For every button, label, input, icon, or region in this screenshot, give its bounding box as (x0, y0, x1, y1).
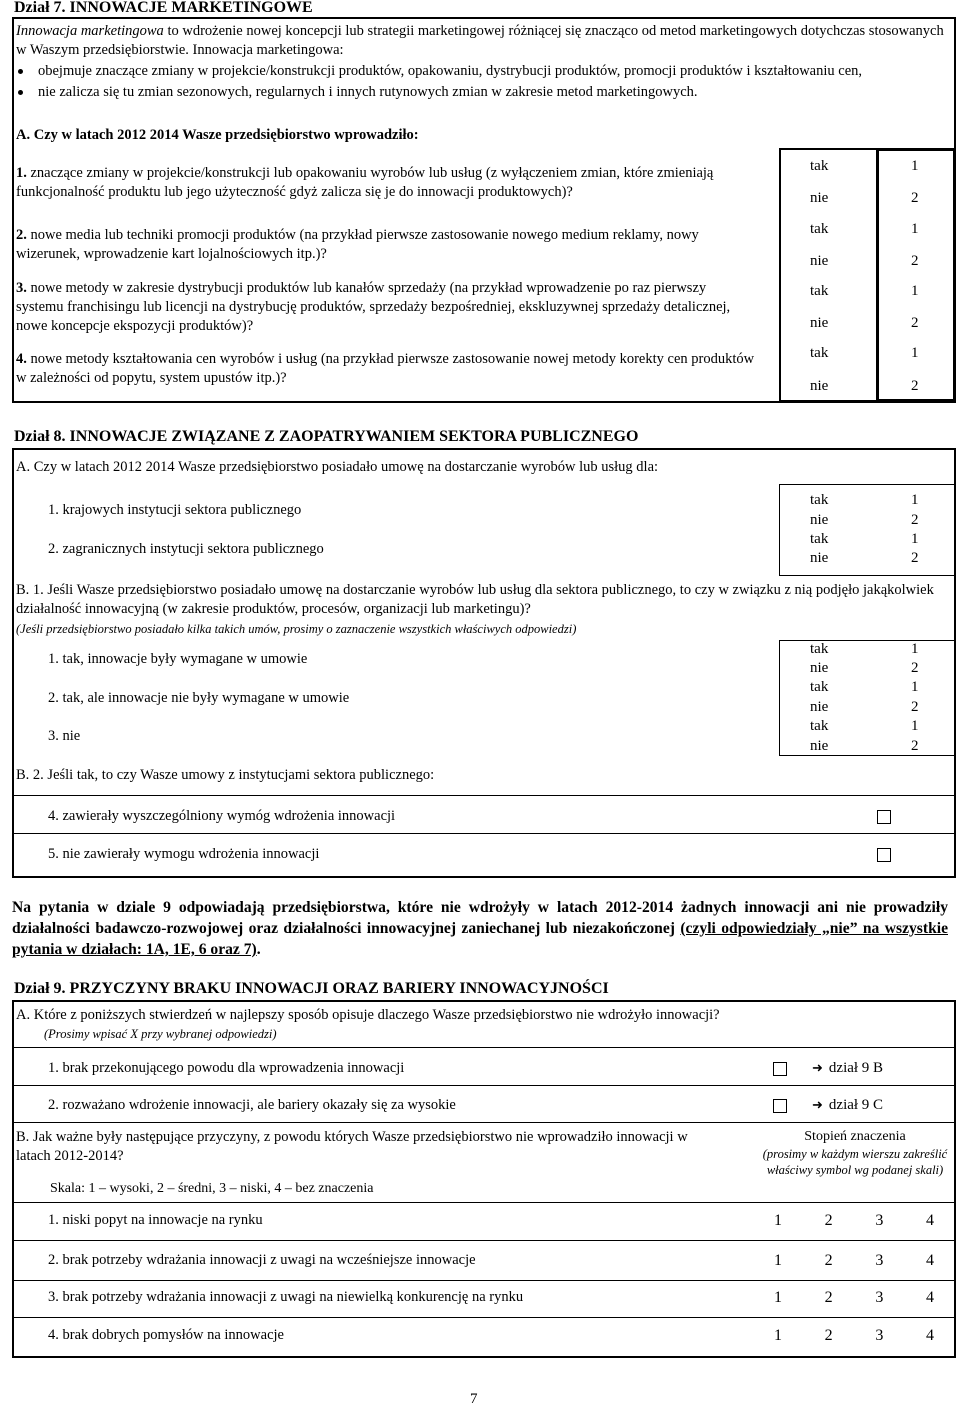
answer-tak[interactable]: tak (810, 531, 829, 547)
divider (12, 1317, 956, 1318)
divider (12, 1085, 956, 1086)
answer-code-2[interactable]: 2 (911, 378, 919, 394)
section-9-instruction (12, 897, 948, 960)
rating-scale (774, 1326, 934, 1347)
item-8b1-3: 3. nie (48, 728, 81, 744)
answer-code-1[interactable]: 1 (911, 345, 919, 361)
answer-tak[interactable]: tak (810, 221, 829, 237)
rating-2[interactable]: 2 (824, 1212, 833, 1229)
rating-4[interactable]: 4 (925, 1212, 934, 1229)
item-number: 2. (16, 227, 27, 243)
answer-nie[interactable]: nie (810, 378, 829, 394)
answer-code-1[interactable]: 1 (911, 679, 919, 695)
answer-code-2[interactable]: 2 (911, 512, 919, 528)
answer-code-2[interactable]: 2 (911, 190, 919, 206)
item-8a-2: 2. zagranicznych instytucji sektora publicznego (48, 541, 324, 557)
degree-note: (prosimy w każdym wierszu zakreślić właściwy symbol wg podanej skali) (762, 1147, 948, 1178)
item-9a-1: 1. brak przekonującego powodu dla wprowadzenia innowacji (48, 1060, 405, 1076)
rating-3[interactable]: 3 (875, 1289, 884, 1306)
rating-scale (774, 1251, 934, 1272)
definition-term: Innowacja marketingowa (16, 23, 164, 39)
answer-code-1[interactable]: 1 (911, 283, 919, 299)
question-8b1: B. 1. Jeśli Wasze przedsiębiorstwo posiadało umowę na dostarczanie wyrobów lub usług dla sektora publicznego, to czy w związku z nią podjęło jakąkolwiek działalność innowacyjną (w zakresie produktów, procesów, organizacji lub marketingu)? (16, 582, 934, 617)
goto-label: dział 9 B (828, 1060, 884, 1076)
item-8b2-4: 4. zawierały wyszczególniony wymóg wdrożenia innowacji (48, 808, 396, 824)
divider (12, 795, 956, 796)
instruction-text: Na pytania w dziale 9 odpowiadają przedsiębiorstwa, które nie wdrożyły w latach 2012-2014 żadnych innowacji ani nie prowadziły działalności badawczo-rozwojowej oraz działalności innowacyjnej zaniechanej lub niezakończonej (12, 899, 948, 938)
question-8b2: B. 2. Jeśli tak, to czy Wasze umowy z instytucjami sektora publicznego: (16, 767, 435, 783)
answer-tak[interactable]: tak (810, 718, 829, 734)
item-7-4 (16, 350, 756, 388)
answer-nie[interactable]: nie (810, 253, 829, 269)
answer-nie[interactable]: nie (810, 550, 829, 566)
item-9b-2: 2. brak potrzeby wdrażania innowacji z uwagi na wcześniejsze innowacje (48, 1252, 476, 1268)
rating-3[interactable]: 3 (875, 1252, 884, 1269)
rating-4[interactable]: 4 (925, 1252, 934, 1269)
rating-3[interactable]: 3 (875, 1327, 884, 1344)
answer-code-1[interactable]: 1 (911, 718, 919, 734)
answer-nie[interactable]: nie (810, 660, 829, 676)
divider (12, 833, 956, 834)
rating-1[interactable]: 1 (774, 1289, 782, 1306)
item-9b-4: 4. brak dobrych pomysłów na innowacje (48, 1327, 284, 1343)
rating-1[interactable]: 1 (774, 1252, 782, 1269)
answer-code-2[interactable]: 2 (911, 738, 919, 754)
answer-box-8a (779, 484, 956, 576)
item-7-3 (16, 279, 756, 336)
question-8a: A. Czy w latach 2012 2014 Wasze przedsiębiorstwo posiadało umowę na dostarczanie wyrobów lub usług dla: (16, 459, 659, 475)
checkbox[interactable] (773, 1099, 787, 1113)
answer-code-1[interactable]: 1 (911, 492, 919, 508)
answer-nie[interactable]: nie (810, 315, 829, 331)
item-number: 4. (16, 351, 27, 367)
answer-box-8b1 (779, 640, 956, 756)
answer-column-7 (876, 148, 956, 402)
question-8b1-note: (Jeśli przedsiębiorstwo posiadało kilka takich umów, prosimy o zaznaczenie wszystkich właściwych odpowiedzi) (16, 622, 577, 636)
section-8-title: Dział 8. INNOWACJE ZWIĄZANE Z ZAOPATRYWANIEM SEKTORA PUBLICZNEGO (14, 428, 639, 445)
item-9b-3: 3. brak potrzeby wdrażania innowacji z uwagi na niewielką konkurencję na rynku (48, 1289, 524, 1305)
checkbox[interactable] (877, 848, 891, 862)
answer-nie[interactable]: nie (810, 190, 829, 206)
rating-2[interactable]: 2 (824, 1289, 833, 1306)
question-9b: B. Jak ważne były następujące przyczyny, z powodu których Wasze przedsiębiorstwo nie wprowadziło innowacji w latach 2012-2014? (16, 1129, 688, 1164)
item-8b1-2: 2. tak, ale innowacje nie były wymagane w umowie (48, 690, 350, 706)
answer-tak[interactable]: tak (810, 345, 829, 361)
rating-scale (774, 1288, 934, 1309)
answer-code-1[interactable]: 1 (911, 158, 919, 174)
checkbox[interactable] (877, 810, 891, 824)
arrow-right-icon: ➜ (812, 1060, 823, 1075)
goto-9c (812, 1096, 883, 1116)
item-8b2-5: 5. nie zawierały wymogu wdrożenia innowacji (48, 846, 320, 862)
answer-code-2[interactable]: 2 (911, 315, 919, 331)
rating-1[interactable]: 1 (774, 1327, 782, 1344)
rating-2[interactable]: 2 (824, 1252, 833, 1269)
divider (12, 1280, 956, 1281)
answer-nie[interactable]: nie (810, 512, 829, 528)
answer-tak[interactable]: tak (810, 492, 829, 508)
bullet-item: nie zalicza się tu zmian sezonowych, regularnych i innych rutynowych zmian w zakresie metod marketingowych. (14, 83, 950, 102)
item-8a-1: 1. krajowych instytucji sektora publicznego (48, 502, 302, 518)
answer-nie[interactable]: nie (810, 738, 829, 754)
item-7-1 (16, 164, 756, 202)
instruction-underlined: (czyli odpowiedziały „nie” na wszystkie pytania w działach: 1A, 1E, 6 oraz 7) (12, 920, 948, 959)
degree-title: Stopień znaczenia (804, 1129, 906, 1144)
instruction-end: . (256, 941, 261, 959)
item-text: nowe metody kształtowania cen wyrobów i usług (na przykład pierwsze zastosowanie nowej metody korekty cen produktów w zależności od popytu, system upustów itp.)? (16, 351, 755, 386)
item-number: 3. (16, 280, 27, 296)
answer-tak[interactable]: tak (810, 679, 829, 695)
rating-3[interactable]: 3 (875, 1212, 884, 1229)
goto-9b (812, 1059, 883, 1079)
answer-code-1[interactable]: 1 (911, 641, 919, 657)
answer-code-1[interactable]: 1 (911, 221, 919, 237)
divider (12, 1122, 956, 1123)
answer-nie[interactable]: nie (810, 699, 829, 715)
bullet-item: obejmuje znaczące zmiany w projekcie/konstrukcji produktów, opakowaniu, dystrybucji produktów, promocji produktów i kształtowaniu cen, (14, 62, 950, 81)
marketing-definition (16, 22, 950, 60)
question-7a: A. Czy w latach 2012 2014 Wasze przedsiębiorstwo wprowadziło: (16, 127, 419, 143)
answer-box-7 (779, 148, 879, 402)
divider (12, 1047, 956, 1048)
rating-1[interactable]: 1 (774, 1212, 782, 1229)
answer-tak[interactable]: tak (810, 641, 829, 657)
answer-code-1[interactable]: 1 (911, 531, 919, 547)
item-8b1-1: 1. tak, innowacje były wymagane w umowie (48, 651, 308, 667)
item-7-2 (16, 226, 756, 264)
item-text: nowe metody w zakresie dystrybucji produktów lub kanałów sprzedaży (na przykład wprowadzenie po raz pierwszy systemu franchisingu lub licencji na dystrybucję produktów, sprzedaży bezpośredniej, ekskluzywnej sprzedaży detalicznej, nowe koncepcje ekspozycji produktów)? (16, 280, 731, 334)
answer-tak[interactable]: tak (810, 283, 829, 299)
scale-legend: Skala: 1 – wysoki, 2 – średni, 3 – niski, 4 – bez znaczenia (50, 1181, 374, 1196)
rating-4[interactable]: 4 (925, 1327, 934, 1344)
answer-code-2[interactable]: 2 (911, 660, 919, 676)
divider (12, 1202, 956, 1203)
answer-code-2[interactable]: 2 (911, 699, 919, 715)
section-9-title: Dział 9. PRZYCZYNY BRAKU INNOWACJI ORAZ BARIERY INNOWACYJNOŚCI (14, 980, 609, 997)
checkbox[interactable] (773, 1062, 787, 1076)
goto-label: dział 9 C (828, 1097, 884, 1113)
question-9a-note: (Prosimy wpisać X przy wybranej odpowiedzi) (44, 1027, 277, 1041)
section-7-title: Dział 7. INNOWACJE MARKETINGOWE (14, 0, 313, 16)
item-text: nowe media lub techniki promocji produktów (na przykład pierwsze zastosowanie nowego medium reklamy, nowy wizerunek, wprowadzenie kart lojalnościowych itp.)? (16, 227, 699, 262)
item-9b-1: 1. niski popyt na innowacje na rynku (48, 1212, 263, 1228)
rating-2[interactable]: 2 (824, 1327, 833, 1344)
arrow-right-icon: ➜ (812, 1097, 823, 1112)
rating-4[interactable]: 4 (925, 1289, 934, 1306)
item-9a-2: 2. rozważano wdrożenie innowacji, ale bariery okazały się za wysokie (48, 1097, 456, 1113)
definition-text: to wdrożenie nowej koncepcji lub strategii marketingowej różniącej się znacząco od metod marketingowych dotychczas stosowanych w Waszym przedsiębiorstwie. Innowacja marketingowa: (16, 23, 944, 58)
answer-code-2[interactable]: 2 (911, 253, 919, 269)
item-text: znaczące zmiany w projekcie/konstrukcji lub opakowaniu wyrobów lub usług (z wyłączeniem zmian, które zmieniają funkcjonalność produktu lub jego użyteczność gdyż zalicza się je do innowacji produktowych)? (16, 165, 714, 200)
rating-scale (774, 1211, 934, 1232)
definition-bullets (14, 62, 950, 102)
page-number: 7 (470, 1391, 478, 1407)
divider (12, 1240, 956, 1241)
answer-code-2[interactable]: 2 (911, 550, 919, 566)
answer-tak[interactable]: tak (810, 158, 829, 174)
item-number: 1. (16, 165, 27, 181)
question-9a: A. Które z poniższych stwierdzeń w najlepszy sposób opisuje dlaczego Wasze przedsiębiorstwo nie wdrożyło innowacji? (16, 1007, 720, 1023)
